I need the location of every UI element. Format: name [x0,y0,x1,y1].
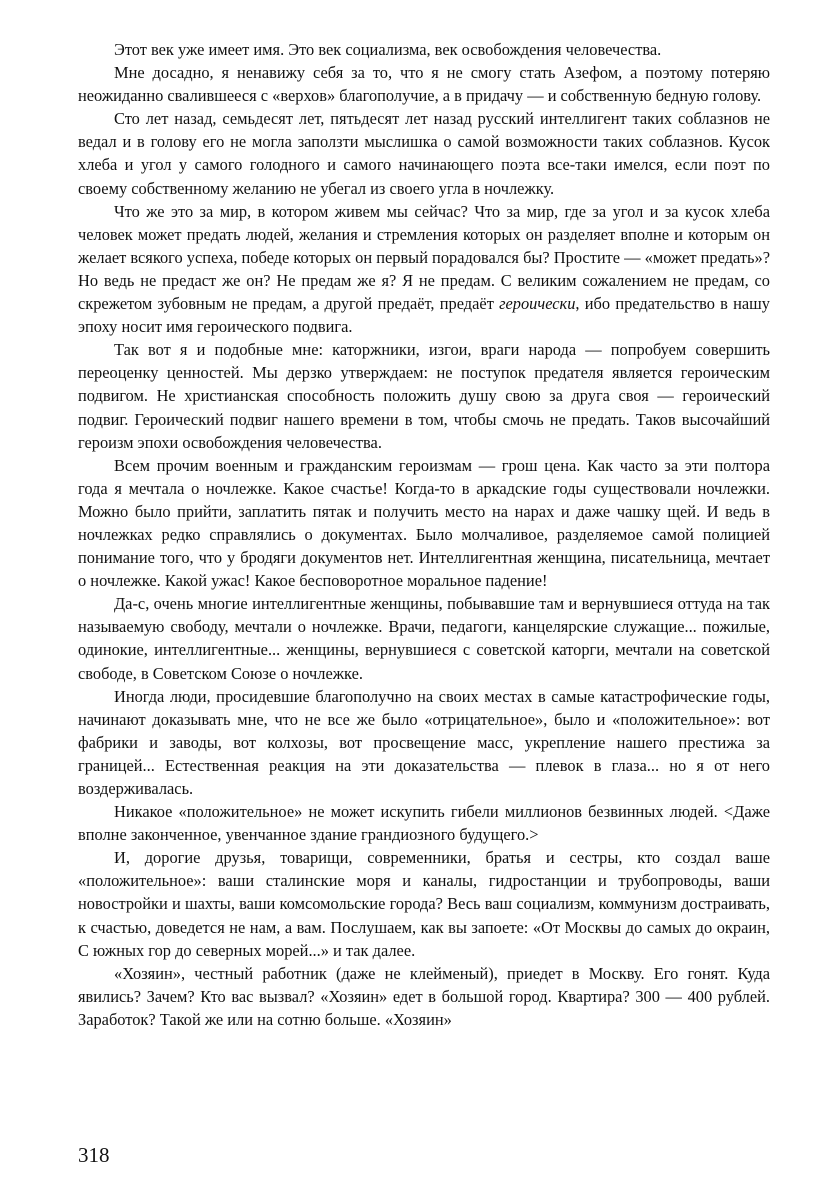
paragraph: Так вот я и подобные мне: каторжники, изгои, враги народа — попробуем совершить переоценку ценностей. Мы дерзко утверждаем: не поступок предателя является героическим подвигом. Не христианская способность положить душу свою за друга своя — героический подвиг. Героический подвиг нашего времени в том, чтобы смочь не предать. Таков высочайший героизм эпохи освобождения человечества. [78,340,770,452]
paragraph: И, дорогие друзья, товарищи, современники, братья и сестры, кто создал ваше «положительное»: ваши сталинские моря и каналы, гидростанции и трубопроводы, ваши новостройки и шахты, ваши комсомольские города? Весь ваш социализм, коммунизм достраивать, к счастью, доведется не нам, а вам. Послушаем, как вы запоете: «От Москвы до самых до окраин, С южных гор до северных морей...» и так далее. [78,848,770,960]
paragraph-text-after: , ибо предательство в нашу эпоху носит имя героического подвига. [78,294,770,337]
paragraph: Мне досадно, я ненавижу себя за то, что я не смогу стать Азефом, а поэтому потеряю неожиданно свалившееся с «верхов» благополучие, а в придачу — и собственную бедную голову. [78,63,770,106]
paragraph-text-before: Что же это за мир, в котором живем мы сейчас? Что за мир, где за угол и за кусок хлеба человек может предать людей, желания и стремления которых он разделяет вполне и которым он желает всякого успеха, победе которых он первый порадовался бы? Простите — «может предать»? Но ведь не предаст же он? Не предам же я? Я не предам. С великим сожалением не предам, со скрежетом зубовным не предам, а другой предаёт, предаёт [78,201,770,314]
paragraph: Никакое «положительное» не может искупить гибели миллионов безвинных людей. <Даже вполне законченное, увенчанное здание грандиозного будущего.> [78,802,770,845]
paragraph: «Хозяин», честный работник (даже не клейменый), приедет в Москву. Его гонят. Куда явились? Зачем? Кто вас вызвал? «Хозяин» едет в большой город. Квартира? 300 — 400 рублей. Заработок? Такой же или на сотню больше. «Хозяин» [78,963,770,1029]
emphasized-word: героически [499,294,576,314]
paragraph: Иногда люди, просидевшие благополучно на своих местах в самые катастрофические годы, начинают доказывать мне, что не все же было «отрицательное», было и «положительное»: вот фабрики и заводы, вот колхозы, вот просвещение масс, укрепление нашего престижа за границей... Естественная реакция на эти доказательства — плевок в глаза... но я от него воздерживалась. [78,686,770,798]
page-number: 318 [78,1143,110,1167]
paragraph: Всем прочим военным и гражданским героизмам — грош цена. Как часто за эти полтора года я мечтала о ночлежке. Какое счастье! Когда-то в аркадские годы существовали ночлежки. Можно было прийти, заплатить пятак и получить место на нарах и даже чашку щей. И ведь в ночлежках редко справлялись о документах. Было молчаливое, разделяемое самой полицией понимание того, что у бродяги документов нет. Интеллигентная женщина, писательница, мечтает о ночлежке. Какой ужас! Какое бесповоротное моральное падение! [78,455,770,591]
paragraph: Сто лет назад, семьдесят лет, пятьдесят лет назад русский интеллигент таких соблазнов не ведал и в голову его не могла заползти мыслишка о самой возможности таких соблазнов. Кусок хлеба и угол у самого голодного и самого начинающего поэта все-таки имелся, если поэт по своему собственному желанию не убегал из своего угла в ночлежку. [78,109,770,198]
paragraph: Этот век уже имеет имя. Это век социализма, век освобождения человечества. [114,40,662,59]
paragraph-with-emphasis [78,200,770,339]
paragraph: Да-с, очень многие интеллигентные женщины, побывавшие там и вернувшиеся оттуда на так называемую свободу, мечтали о ночлежке. Врачи, педагоги, канцелярские служащие... пожилые, одинокие, интеллигентные... женщины, вернувшиеся с советской каторги, мечтали на советской свободе, в Советском Союзе о ночлежке. [78,594,770,683]
page-body-text [78,38,770,1031]
